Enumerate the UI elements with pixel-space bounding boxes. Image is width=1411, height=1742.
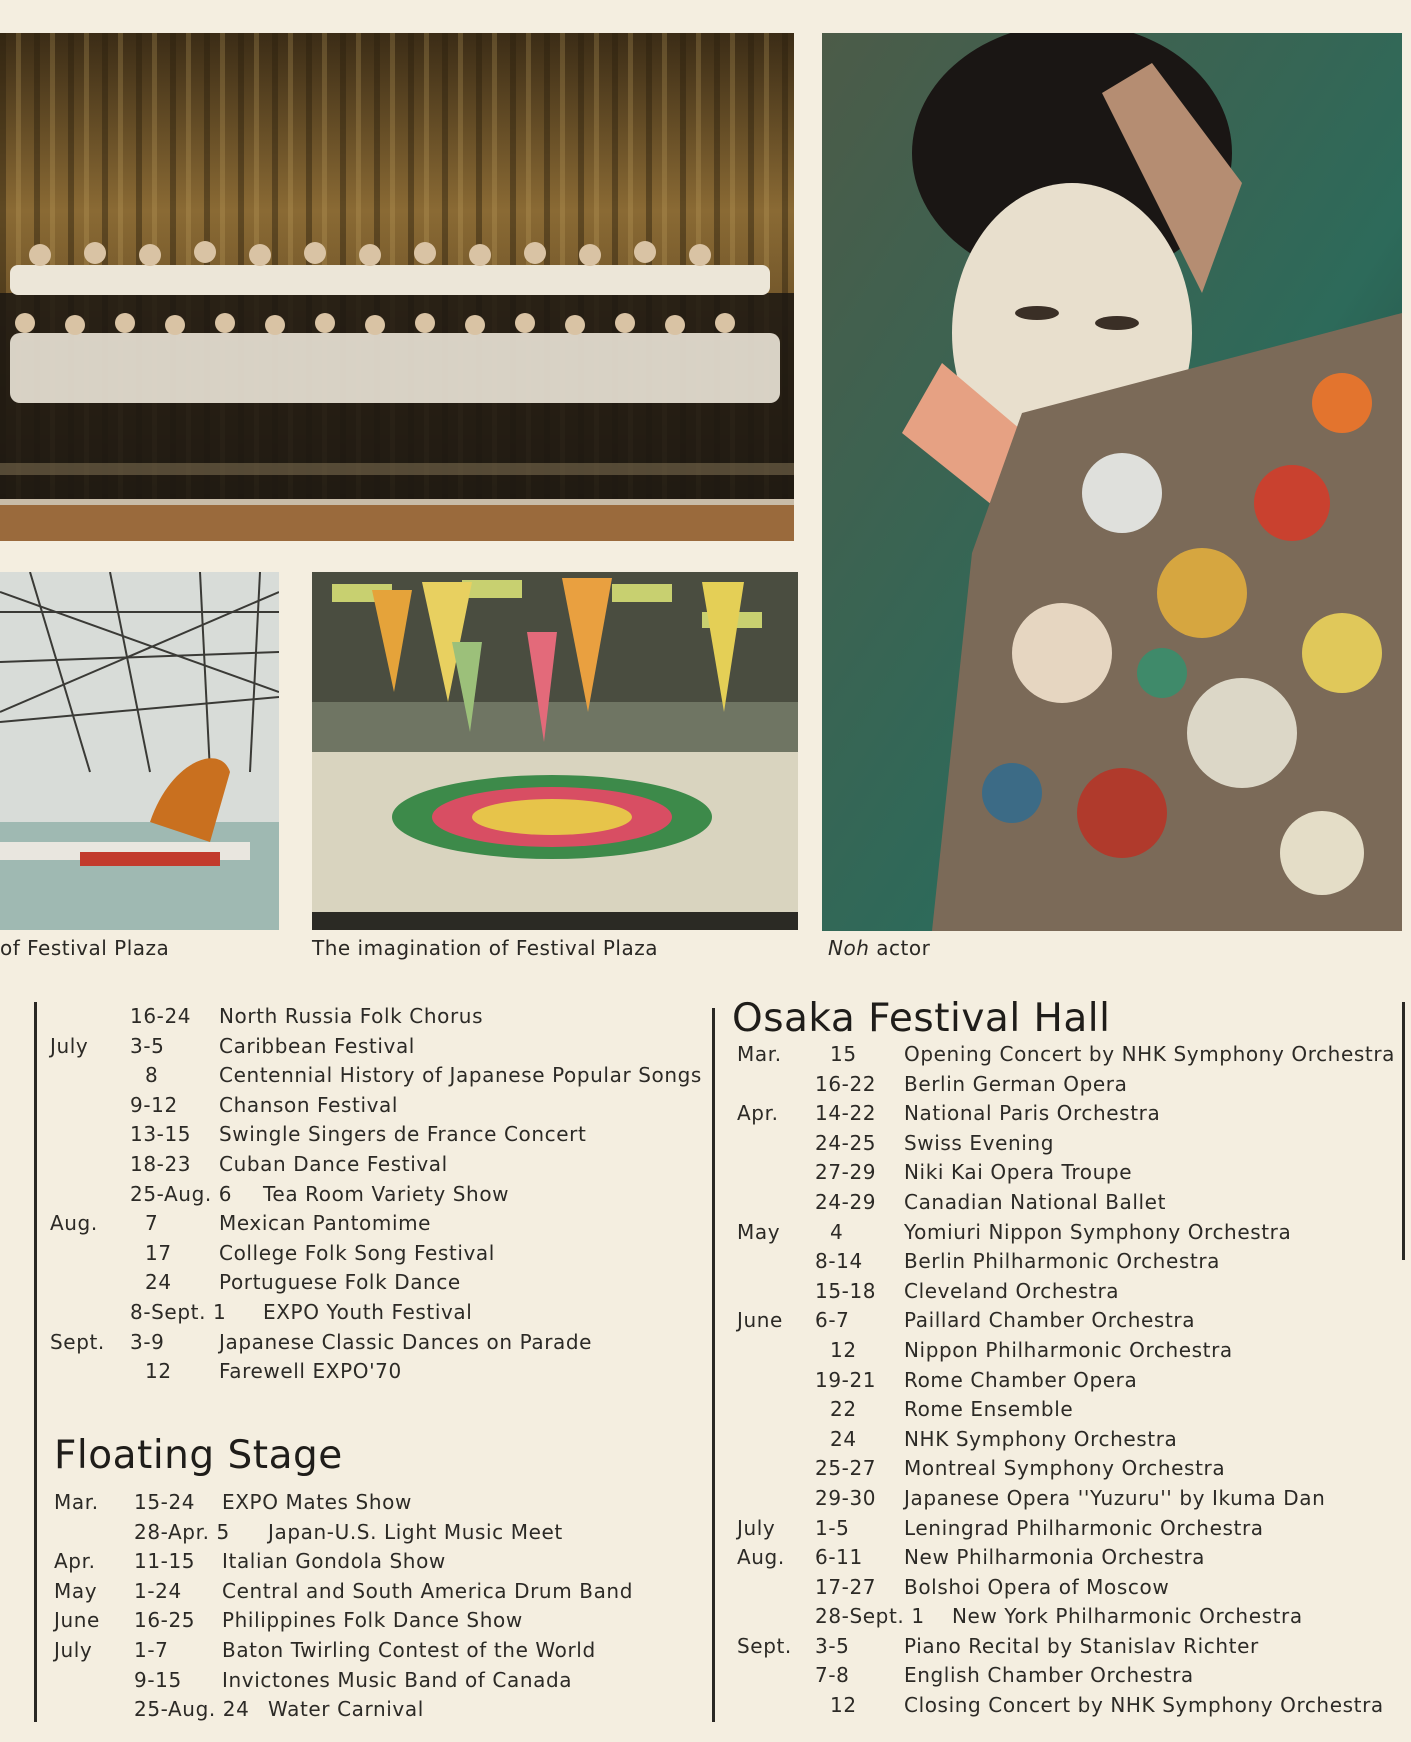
row-title: Leningrad Philharmonic Orchestra: [904, 1515, 1264, 1540]
row-days: 8: [145, 1063, 159, 1088]
row-days: 16-25: [134, 1608, 196, 1633]
row-days: 28-Sept. 1: [815, 1604, 925, 1629]
row-title: Montreal Symphony Orchestra: [904, 1456, 1226, 1481]
row-title: Japan-U.S. Light Music Meet: [268, 1519, 563, 1544]
caption-imagination-festival-plaza: The imagination of Festival Plaza: [312, 936, 659, 960]
row-days: 8-Sept. 1: [130, 1299, 227, 1324]
photo-noh-actor: [822, 33, 1402, 931]
row-days: 15: [830, 1042, 857, 1066]
row-title: Baton Twirling Contest of the World: [222, 1637, 596, 1662]
schedule-row: [0, 1693, 1411, 1723]
row-title: College Folk Song Festival: [219, 1240, 495, 1265]
schedule-row: [0, 1427, 1411, 1457]
row-month: June: [737, 1308, 783, 1333]
schedule-row: [0, 1604, 1411, 1634]
row-days: 3-5: [130, 1033, 165, 1058]
row-title: Bolshoi Opera of Moscow: [904, 1574, 1170, 1599]
row-title: Berlin German Opera: [904, 1071, 1128, 1096]
schedule-row: [0, 1190, 1411, 1220]
schedule-row: [0, 1545, 1411, 1575]
row-title: Portuguese Folk Dance: [219, 1270, 461, 1295]
schedule-row: [0, 1397, 1411, 1427]
row-days: 15-24: [134, 1490, 196, 1514]
schedule-row: [0, 1004, 712, 1034]
schedule-row: [0, 1338, 1411, 1368]
row-title: Farewell EXPO'70: [219, 1359, 402, 1384]
row-title: NHK Symphony Orchestra: [904, 1426, 1178, 1451]
schedule-row: [0, 1131, 1411, 1161]
row-days: 24: [145, 1270, 172, 1295]
row-month: Aug.: [50, 1211, 98, 1236]
row-days: 1-5: [815, 1515, 850, 1540]
schedule-row: [0, 1072, 1411, 1102]
row-month: Aug.: [737, 1545, 785, 1570]
row-title: Paillard Chamber Orchestra: [904, 1308, 1196, 1333]
row-days: 19-21: [815, 1367, 877, 1392]
row-title: Rome Ensemble: [904, 1397, 1074, 1422]
row-title: Cleveland Orchestra: [904, 1278, 1120, 1303]
caption-noh-actor: [828, 936, 930, 960]
row-month: Apr.: [54, 1549, 96, 1574]
row-title: Central and South America Drum Band: [222, 1578, 633, 1603]
row-days: 14-22: [815, 1101, 877, 1126]
row-days: 27-29: [815, 1160, 877, 1185]
row-title: National Paris Orchestra: [904, 1101, 1161, 1126]
row-days: 7-8: [815, 1663, 850, 1688]
caption-noh-italic: Noh: [828, 936, 870, 960]
schedule-row: [0, 1456, 1411, 1486]
row-month: Mar.: [54, 1490, 99, 1514]
row-title: English Chamber Orchestra: [904, 1663, 1194, 1688]
row-title: Canadian National Ballet: [904, 1189, 1167, 1214]
row-title: Philippines Folk Dance Show: [222, 1608, 523, 1633]
row-days: 6-11: [815, 1545, 863, 1570]
row-days: 29-30: [815, 1485, 877, 1510]
row-title: Swiss Evening: [904, 1130, 1054, 1155]
row-days: 6-7: [815, 1308, 850, 1333]
schedule-row: [0, 1634, 1411, 1664]
row-days: 12: [830, 1337, 857, 1362]
row-title: North Russia Folk Chorus: [219, 1004, 484, 1028]
row-month: July: [50, 1033, 89, 1058]
row-days: 24: [830, 1426, 857, 1451]
row-days: 25-Aug. 24: [134, 1697, 250, 1722]
row-title: Japanese Opera ''Yuzuru'' by Ikuma Dan: [904, 1485, 1326, 1510]
row-title: Niki Kai Opera Troupe: [904, 1160, 1133, 1185]
schedule-row: [0, 1249, 1411, 1279]
row-title: Water Carnival: [268, 1697, 424, 1722]
row-days: 16-22: [815, 1071, 877, 1096]
row-title: Rome Chamber Opera: [904, 1367, 1138, 1392]
row-days: 16-24: [130, 1004, 192, 1028]
photo-folk-chorus: [0, 33, 794, 541]
schedule-row: [0, 1279, 1411, 1309]
schedule-row: [0, 1516, 1411, 1546]
row-days: 24-29: [815, 1189, 877, 1214]
row-days: 22: [830, 1397, 857, 1422]
row-title: New York Philharmonic Orchestra: [952, 1604, 1303, 1629]
row-days: 25-27: [815, 1456, 877, 1481]
caption-noh-rest: actor: [869, 936, 931, 960]
row-title: Japanese Classic Dances on Parade: [219, 1329, 593, 1354]
row-title: Italian Gondola Show: [222, 1549, 446, 1574]
schedule-row: [0, 1486, 1411, 1516]
row-days: 25-Aug. 6: [130, 1181, 233, 1206]
row-month: May: [54, 1578, 98, 1603]
osaka-festival-hall-heading: Osaka Festival Hall: [732, 996, 1111, 1041]
row-month: Sept.: [50, 1329, 105, 1354]
row-month: June: [54, 1608, 100, 1633]
row-title: Caribbean Festival: [219, 1033, 415, 1058]
row-days: 9-12: [130, 1092, 178, 1117]
row-title: Cuban Dance Festival: [219, 1151, 448, 1176]
row-days: 1-7: [134, 1637, 169, 1662]
schedule-row: [0, 1575, 1411, 1605]
row-days: 3-5: [815, 1633, 850, 1658]
row-title: Nippon Philharmonic Orchestra: [904, 1337, 1233, 1362]
floating-stage-heading: Floating Stage: [54, 1433, 343, 1478]
row-days: 12: [830, 1693, 857, 1718]
row-title: EXPO Youth Festival: [263, 1299, 473, 1324]
schedule-row: [0, 1101, 1411, 1131]
row-month: July: [737, 1515, 776, 1540]
schedule-row: [0, 1220, 1411, 1250]
row-days: 11-15: [134, 1549, 196, 1574]
row-title: New Philharmonia Orchestra: [904, 1545, 1206, 1570]
schedule-row: [0, 1663, 1411, 1693]
row-month: Apr.: [737, 1101, 779, 1126]
row-title: EXPO Mates Show: [222, 1490, 412, 1514]
row-title: Swingle Singers de France Concert: [219, 1122, 587, 1147]
row-days: 4: [830, 1219, 844, 1244]
row-days: 3-9: [130, 1329, 165, 1354]
row-month: May: [737, 1219, 781, 1244]
photo-festival-plaza-left: [0, 572, 279, 930]
row-title: Berlin Philharmonic Orchestra: [904, 1249, 1220, 1274]
row-title: Opening Concert by NHK Symphony Orchestra: [904, 1042, 1395, 1066]
row-days: 9-15: [134, 1667, 182, 1692]
caption-festival-plaza-partial: of Festival Plaza: [0, 936, 170, 960]
row-days: 28-Apr. 5: [134, 1519, 230, 1544]
row-days: 12: [145, 1359, 172, 1384]
photo-imagination-festival-plaza: [312, 572, 798, 930]
schedule-row: [0, 1160, 1411, 1190]
row-days: 17: [145, 1240, 172, 1265]
row-title: Centennial History of Japanese Popular Songs: [219, 1063, 702, 1088]
row-days: 18-23: [130, 1151, 192, 1176]
row-month: July: [54, 1637, 93, 1662]
row-days: 1-24: [134, 1578, 182, 1603]
row-days: 24-25: [815, 1130, 877, 1155]
row-title: Piano Recital by Stanislav Richter: [904, 1633, 1259, 1658]
schedule-row: [0, 1368, 1411, 1398]
row-title: Mexican Pantomime: [219, 1211, 432, 1236]
row-title: Invictones Music Band of Canada: [222, 1667, 573, 1692]
row-days: 7: [145, 1211, 159, 1236]
row-title: Yomiuri Nippon Symphony Orchestra: [904, 1219, 1292, 1244]
row-title: Tea Room Variety Show: [263, 1181, 510, 1206]
row-days: 13-15: [130, 1122, 192, 1147]
schedule-row: [0, 1308, 1411, 1338]
row-title: Closing Concert by NHK Symphony Orchestra: [904, 1693, 1384, 1718]
row-days: 17-27: [815, 1574, 877, 1599]
row-days: 15-18: [815, 1278, 877, 1303]
row-month: Sept.: [737, 1633, 792, 1658]
row-days: 8-14: [815, 1249, 863, 1274]
row-title: Chanson Festival: [219, 1092, 399, 1117]
row-month: Mar.: [737, 1042, 782, 1066]
osaka-festival-hall-schedule: [0, 1042, 1411, 1723]
schedule-row: [0, 1042, 1411, 1072]
